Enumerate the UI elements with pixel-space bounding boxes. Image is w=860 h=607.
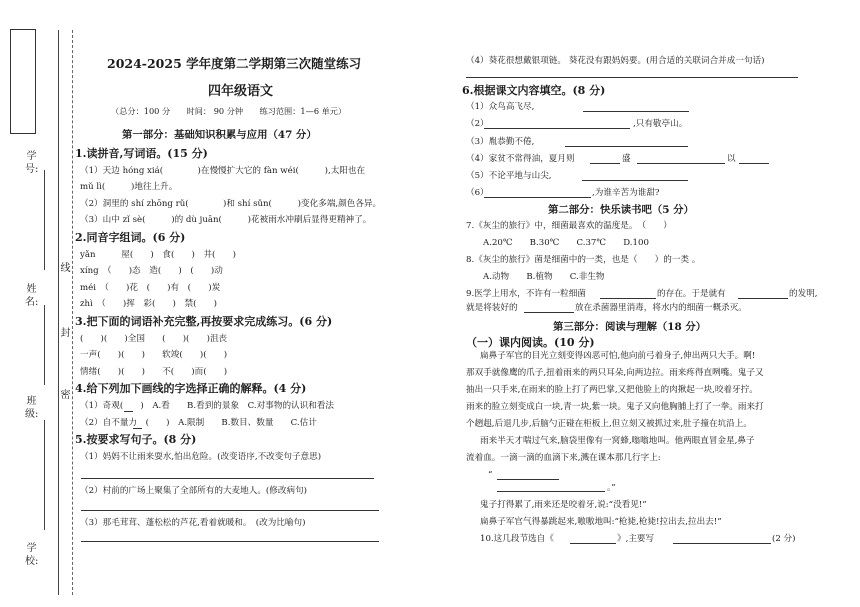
class-fill-line xyxy=(44,420,45,530)
underline-mark xyxy=(124,411,133,412)
answer-line xyxy=(565,146,688,147)
answer-line xyxy=(524,312,574,313)
answer-line xyxy=(739,163,769,164)
answer-line xyxy=(582,180,688,181)
q10-part-a: 10.这几段节选自《 xyxy=(480,534,554,544)
answer-line xyxy=(497,491,605,492)
q8-text: 8.《灰尘的旅行》菌是细菌中的一类，也是（ ）的一类 。 xyxy=(466,255,701,265)
answer-line xyxy=(81,510,379,511)
passage-line-1: 扁鼻子军官的目光立刻变得凶恶可怕,他向前弓着身子,伸出两只大手。啊! xyxy=(480,351,756,361)
answer-line xyxy=(600,298,656,299)
answer-line xyxy=(484,128,630,129)
q9-part-c: 的发明, xyxy=(789,289,818,299)
q3-heading: 3.把下面的词语补充完整,再按要求完成练习。(6 分) xyxy=(75,315,333,328)
q2-line-4: zhì （ )挥 彩( ) 禁( ) xyxy=(80,299,217,309)
after-line-2: 扁鼻子军官气得暴跳起来,嗷嗷地叫:“枪毙,枪毙!拉出去,拉出去!” xyxy=(480,517,722,527)
answer-line xyxy=(637,163,725,164)
q7-text: 7.《灰尘的旅行》中，细菌最喜欢的温度是。 （ ） xyxy=(466,221,672,231)
answer-line xyxy=(738,298,788,299)
quote-close: 。” xyxy=(607,483,616,493)
q4-heading: 4.给下列加下画线的字选择正确的解释。(4 分) xyxy=(75,382,307,395)
student-id-box xyxy=(10,29,36,134)
q6-line-5: （5）不论平地与山尖, xyxy=(466,171,552,181)
q7-options: A.20℃ B.30℃ C.37℃ D.100 xyxy=(483,238,649,248)
answer-line xyxy=(81,541,379,542)
q1-line-2: mǔ lì( )地往上升。 xyxy=(80,182,178,192)
q5-line-2: （2）村前的广场上聚集了全部所有的大麦地人。(修改病句) xyxy=(80,486,308,496)
school-label: 学校: xyxy=(25,543,39,567)
q3-line-2: 一声( )( ) 软竣( )( ) xyxy=(80,350,228,360)
q1-line-4: （3）山中 zǐ sè( )的 dù juān( )花被雨水冲刷后显得更精神了。 xyxy=(80,215,372,225)
q6-line-4-mid: 盛 xyxy=(622,154,631,164)
name-label: 姓名: xyxy=(25,284,39,308)
answer-line xyxy=(484,197,591,198)
q9-part-d: 就是将装好的 xyxy=(466,303,518,313)
q9-part-a: 9.医学上用水，不许有一粒细菌 xyxy=(466,289,586,299)
q9-part-b: 的存在。于是就有 xyxy=(657,289,726,299)
q10-part-b: 》,主要写 xyxy=(617,534,655,544)
q2-heading: 2.同音字组词。(6 分) xyxy=(75,231,186,244)
passage-line-5: 个趔趄,后退几步,后脑勺正碰在柜板上,但立刻又被抓过来,肚子撞在坑沿上。 xyxy=(466,419,752,429)
q5-line-1: （1）妈妈不让雨来耍水,怕出危险。(改变语序,不改变句子意思) xyxy=(80,452,322,462)
after-line-1: 鬼子打得累了,雨来还是咬着牙,说:“没看见!” xyxy=(480,500,647,510)
q6-line-4: （4）家贫不常得油，夏月则 xyxy=(466,154,575,164)
seal-mark-seal: 封 xyxy=(60,328,71,339)
name-fill-line xyxy=(44,305,45,385)
q5-heading: 5.按要求写句子。(8 分) xyxy=(75,433,197,446)
q5-line-4: （4）葵花很想戴银项链。 葵花没有跟妈妈要。(用合适的关联词合并成一句话) xyxy=(466,56,765,66)
part3-subheading: （一）课内阅读。(10 分) xyxy=(466,336,595,349)
seal-mark-line: 线 xyxy=(60,263,71,274)
q4-line-1: （1）奇观( ) A.看 B.看到的景象 C.对事物的认识和看法 xyxy=(80,401,335,411)
answer-line xyxy=(673,543,771,544)
exam-subtitle: 四年级语文 xyxy=(208,84,274,99)
passage-line-7: 流着血。一滴一滴的血滴下来,溅在课本那几行字上: xyxy=(466,453,661,463)
part1-heading: 第一部分：基础知识积累与应用（47 分） xyxy=(122,129,317,141)
passage-line-4: 雨来的脸立刻变成白一块,青一块,紫一块。鬼子又向他胸脯上打了一拳。雨来打 xyxy=(466,402,764,412)
part2-heading: 第二部分：快乐读书吧（5 分） xyxy=(548,204,694,216)
q2-line-3: méi （ )花 ( )有 ( )炭 xyxy=(80,283,221,293)
q6-line-4-tail: 以 xyxy=(727,154,736,164)
q6-line-2: （2） xyxy=(466,119,489,129)
seal-mark-secret: 密 xyxy=(60,390,71,401)
q2-line-2: xíng （ )态 造( ) ( )动 xyxy=(80,266,223,276)
q1-heading: 1.读拼音,写词语。(15 分) xyxy=(75,147,208,160)
passage-line-3: 抽出一只手来,在雨来的脸上打了两巴掌,又把他脸上的肉揪起一块,咬着牙拧。 xyxy=(466,385,758,395)
answer-line xyxy=(497,479,559,480)
answer-line xyxy=(466,77,798,78)
q6-line-3: （3）胤恭勤不倦, xyxy=(466,137,535,147)
id-fill-line xyxy=(44,170,45,270)
q1-line-1: （1）天边 hóng xiá( )在慢慢扩大它的 fàn wéi( ),太阳也在 xyxy=(80,166,366,176)
class-label: 班级: xyxy=(25,396,39,420)
q9-part-e: 放在杀菌器里消毒，将水内的细菌一概杀灭。 xyxy=(575,303,747,313)
binding-line xyxy=(58,30,59,595)
q8-options: A.动物 B.植物 C.非生物 xyxy=(483,272,605,282)
student-id-label: 学号: xyxy=(25,151,39,175)
q3-line-3: 情绪( )( ) 不( )而( ) xyxy=(80,367,228,377)
exam-info: （总分：100 分 时间： 90 分钟 练习范围：1—6 单元） xyxy=(111,106,347,116)
q6-line-2-tail: ,只有敬亭山。 xyxy=(633,119,688,129)
seal-line xyxy=(72,30,73,595)
underline-mark xyxy=(133,428,142,429)
part3-heading: 第三部分：阅读与理解（18 分） xyxy=(553,321,707,333)
passage-line-2: 那双手就像鹰的爪子,扭着雨来的两只耳朵,向两边拉。雨来疼得直咧嘴。鬼子又 xyxy=(466,368,764,378)
q6-heading: 6.根据课文内容填空。(8 分) xyxy=(462,84,606,97)
passage-line-6: 雨来半天才喘过气来,脑袋里像有一窝蜂,嗡嗡地叫。他两眼直冒金星,鼻子 xyxy=(480,436,755,446)
q10-part-c: (2 分) xyxy=(772,534,796,544)
q4-line-2: （2）自不量力 ( ) A.限制 B.数目、数量 C.估计 xyxy=(80,418,317,428)
answer-line xyxy=(590,163,620,164)
answer-line xyxy=(583,111,689,112)
answer-line xyxy=(570,543,616,544)
quote-open: “ xyxy=(488,470,493,480)
exam-title: 2024-2025 学年度第二学期第三次随堂练习 xyxy=(107,56,362,71)
q2-line-1: yǎn 屋( ) 食( ) 井( ) xyxy=(80,250,236,260)
q6-line-6: （6） xyxy=(466,188,489,198)
q6-line-1: （1）众鸟高飞尽, xyxy=(466,102,535,112)
answer-line xyxy=(81,478,374,479)
q1-line-3: （2）洞里的 shí zhōng rǔ( )和 shí sǔn( )变化多端,颜色各异。 xyxy=(80,199,382,209)
q3-line-1: ( )( )全国 ( )( )沮丧 xyxy=(80,334,228,344)
q6-line-6-tail: ,为谁辛苦为谁甜? xyxy=(592,188,660,198)
q5-line-3: （3）那毛茸茸、蓬松松的芦花,看着就暖和。 (改为比喻句) xyxy=(80,518,306,528)
